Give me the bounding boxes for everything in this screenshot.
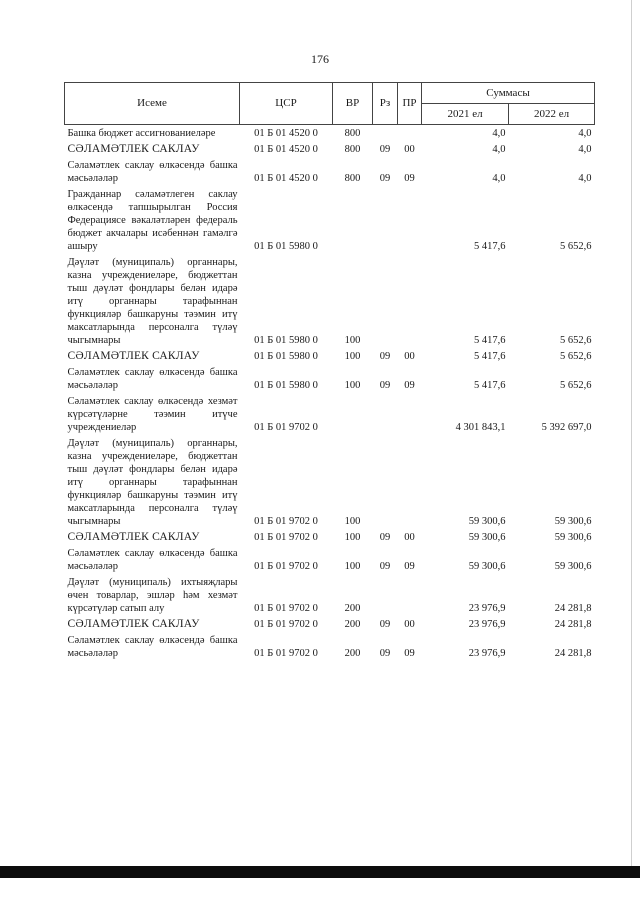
cell-csr: 01 Б 01 9702 0 (254, 603, 318, 614)
cell-pr: 00 (404, 532, 415, 543)
cell-y2021: 5 417,6 (474, 380, 506, 391)
cell-vr (333, 186, 373, 254)
header-name: Исеме (65, 83, 240, 125)
cell-csr: 01 Б 01 5980 0 (254, 335, 318, 346)
cell-y2021: 5 417,6 (474, 241, 506, 252)
cell-csr: 01 Б 01 4520 0 (254, 128, 318, 139)
page-edge-line (631, 0, 632, 866)
cell-rz: 09 (379, 619, 391, 630)
cell-name: Дәүләт (муниципаль) ихтыяҗлары өчен товарлар, эшләр һәм хезмәт күрсәтүләр сатып алу (67, 577, 238, 614)
cell-rz: 09 (379, 380, 391, 391)
cell-y2021: 4,0 (492, 144, 506, 155)
scan-bottom-bar (0, 866, 640, 878)
cell-name: Сәламәтлек саклау өлкәсендә хезмәт күрсәтүләрне тәэмин итүче учреждениеләр (67, 396, 238, 433)
header-vr: ВР (333, 83, 373, 125)
cell-y2022: 24 281,8 (554, 603, 592, 614)
cell-vr: 100 (344, 351, 361, 362)
cell-csr: 01 Б 01 4520 0 (254, 144, 318, 155)
cell-rz (373, 574, 398, 616)
cell-csr: 01 Б 01 9702 0 (254, 532, 318, 543)
cell-pr: 09 (404, 561, 415, 572)
table-row (65, 364, 595, 393)
table-row (65, 141, 595, 157)
cell-name: СӘЛАМӘТЛЕК САКЛАУ (67, 143, 200, 155)
cell-name: Сәламәтлек саклау өлкәсендә башка мәсьәләләр (67, 160, 238, 184)
table-row (65, 435, 595, 529)
cell-y2021: 5 417,6 (474, 335, 506, 346)
cell-vr (333, 393, 373, 435)
cell-name: Сәламәтлек саклау өлкәсендә башка мәсьәләләр (67, 635, 238, 659)
cell-pr: 09 (404, 380, 415, 391)
cell-name: Дәүләт (муниципаль) органнары, казна учреждениеләре, бюджеттан тыш дәүләт фондлары белән идарә итү органнары тарафыннан функцияләр башкаруны тәэмин итү максатларында персоналга түләү чыгымнары (67, 257, 238, 346)
cell-csr: 01 Б 01 5980 0 (254, 351, 318, 362)
cell-vr: 800 (344, 173, 361, 184)
cell-pr: 00 (404, 351, 415, 362)
table-row (65, 529, 595, 545)
cell-pr (398, 435, 422, 529)
cell-rz (373, 186, 398, 254)
cell-pr: 09 (404, 648, 415, 659)
cell-pr: 00 (404, 619, 415, 630)
header-pr: ПР (398, 83, 422, 125)
cell-y2022: 4,0 (578, 173, 592, 184)
table-body (65, 125, 595, 662)
cell-y2021: 4,0 (492, 173, 506, 184)
cell-y2021: 4 301 843,1 (455, 422, 506, 433)
cell-y2022: 5 392 697,0 (541, 422, 592, 433)
cell-name: Сәламәтлек саклау өлкәсендә башка мәсьәләләр (67, 548, 238, 572)
cell-vr: 100 (344, 532, 361, 543)
cell-name: Сәламәтлек саклау өлкәсендә башка мәсьәләләр (67, 367, 238, 391)
cell-name: СӘЛАМӘТЛЕК САКЛАУ (67, 350, 200, 362)
cell-rz: 09 (379, 648, 391, 659)
cell-y2022: 5 652,6 (560, 351, 592, 362)
cell-pr (398, 186, 422, 254)
cell-csr: 01 Б 01 9702 0 (254, 561, 318, 572)
cell-rz: 09 (379, 173, 391, 184)
cell-vr: 100 (344, 516, 361, 527)
cell-vr: 200 (344, 619, 361, 630)
cell-y2021: 5 417,6 (474, 351, 506, 362)
cell-pr (398, 393, 422, 435)
cell-name: СӘЛАМӘТЛЕК САКЛАУ (67, 618, 200, 630)
cell-csr: 01 Б 01 9702 0 (254, 619, 318, 630)
cell-name: Гражданнар сәламәтлеген саклау өлкәсендә тапшырылган Россия Федерациясе вәкаләтләрен федераль бюджет акчалары исәбеннән гамәлгә ашыру (67, 189, 238, 252)
cell-rz (373, 435, 398, 529)
cell-rz (373, 125, 398, 142)
cell-pr: 00 (404, 144, 415, 155)
header-2021: 2021 ел (422, 104, 509, 125)
cell-rz: 09 (379, 351, 391, 362)
cell-y2021: 4,0 (492, 128, 506, 139)
table-row (65, 616, 595, 632)
cell-vr: 200 (344, 648, 361, 659)
cell-rz: 09 (379, 144, 391, 155)
page-number: 176 (311, 52, 329, 66)
cell-y2021: 23 976,9 (468, 619, 506, 630)
cell-csr: 01 Б 01 9702 0 (254, 422, 318, 433)
table-row (65, 254, 595, 348)
cell-name: Дәүләт (муниципаль) органнары, казна учреждениеләре, бюджеттан тыш дәүләт фондлары белән идарә итү органнары тарафыннан функцияләр башкаруны тәэмин итү максатларында персоналга түләү чыгымнары (67, 438, 238, 527)
cell-y2022: 4,0 (578, 128, 592, 139)
budget-table (64, 82, 595, 661)
cell-y2022: 59 300,6 (554, 516, 592, 527)
table-row (65, 348, 595, 364)
cell-vr: 800 (344, 144, 361, 155)
cell-y2021: 59 300,6 (468, 532, 506, 543)
cell-y2021: 23 976,9 (468, 603, 506, 614)
cell-y2022: 59 300,6 (554, 532, 592, 543)
cell-pr (398, 125, 422, 142)
cell-y2022: 24 281,8 (554, 619, 592, 630)
cell-vr: 100 (344, 561, 361, 572)
cell-vr: 200 (344, 603, 361, 614)
cell-pr (398, 574, 422, 616)
table-row (65, 632, 595, 661)
cell-csr: 01 Б 01 4520 0 (254, 173, 318, 184)
cell-y2022: 59 300,6 (554, 561, 592, 572)
cell-rz: 09 (379, 532, 391, 543)
table-row (65, 545, 595, 574)
cell-y2022: 5 652,6 (560, 241, 592, 252)
cell-pr (398, 254, 422, 348)
table-row (65, 157, 595, 186)
cell-csr: 01 Б 01 5980 0 (254, 380, 318, 391)
header-rz: Рз (373, 83, 398, 125)
header-2022: 2022 ел (509, 104, 595, 125)
cell-vr: 800 (344, 128, 361, 139)
table-row (65, 186, 595, 254)
table-row (65, 574, 595, 616)
cell-y2022: 5 652,6 (560, 380, 592, 391)
cell-y2021: 23 976,9 (468, 648, 506, 659)
table-header (65, 83, 595, 125)
cell-y2022: 5 652,6 (560, 335, 592, 346)
header-csr: ЦСР (240, 83, 333, 125)
cell-csr: 01 Б 01 9702 0 (254, 648, 318, 659)
cell-rz (373, 393, 398, 435)
cell-y2021: 59 300,6 (468, 516, 506, 527)
cell-rz: 09 (379, 561, 391, 572)
cell-pr: 09 (404, 173, 415, 184)
cell-rz (373, 254, 398, 348)
cell-y2022: 24 281,8 (554, 648, 592, 659)
cell-csr: 01 Б 01 5980 0 (254, 241, 318, 252)
cell-y2021: 59 300,6 (468, 561, 506, 572)
cell-name: Башка бюджет ассигнованиеләре (67, 128, 216, 139)
table-row (65, 125, 595, 142)
cell-vr: 100 (344, 335, 361, 346)
cell-name: СӘЛАМӘТЛЕК САКЛАУ (67, 531, 200, 543)
header-sums: Суммасы (422, 83, 595, 104)
cell-y2022: 4,0 (578, 144, 592, 155)
cell-vr: 100 (344, 380, 361, 391)
table-row (65, 393, 595, 435)
cell-csr: 01 Б 01 9702 0 (254, 516, 318, 527)
